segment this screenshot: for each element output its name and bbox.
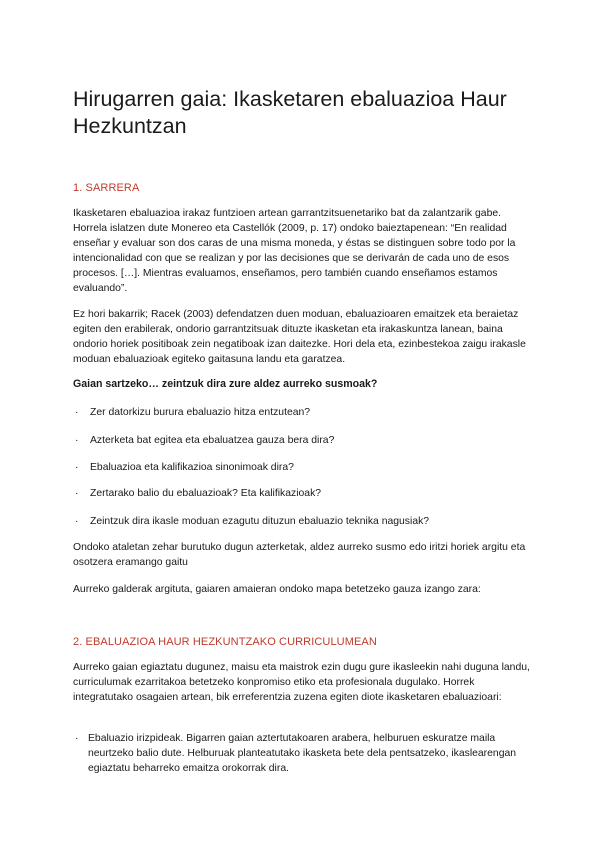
curriculum-paragraph: Aurreko gaian egiaztatu dugunez, maisu eta maistrok ezin dugu gure ikasleekin nahi duguna landu, curriculumak ezarritakoa betetzeko konpromiso etiko eta profesionala dugulako. Horrek integratutako osagaien artean, bik erreferentzia zuzena egiten diote ikasketaren ebaluazioari:: [73, 662, 530, 703]
bullet-symbol: ·: [75, 407, 79, 418]
list-item-text: Zeintzuk dira ikasle moduan ezagutu dituzun ebaluazio teknika nagusiak?: [90, 516, 430, 527]
section-heading-curriculum: 2. EBALUAZIOA HAUR HEZKUNTZAKO CURRICULUMEAN: [73, 636, 377, 648]
bullet-symbol: ·: [75, 488, 79, 499]
intro-paragraph: Ikasketaren ebaluazioa irakaz funtzioen artean garrantzitsuenetariko bat da zalantzarik gabe. Horrela islatzen dute Monereo eta Castellók (2009, p. 17) ondoko baieztapenean: “En realidad enseñar y evaluar son dos caras de una misma moneda, y éstas se distinguen sobre todo por la intencionalidad con que se realizan y por las decisiones que se derivarán de cada uno de esos procesos. […]. Mientras evaluamos, enseñamos, pero también cuando enseñamos estamos evaluando”.: [73, 208, 516, 294]
bullet-symbol: ·: [75, 462, 79, 473]
list-item-text: Zer datorkizu burura ebaluazio hitza entzutean?: [90, 407, 311, 418]
followup-paragraph: Ondoko ataletan zehar burutuko dugun azterketak, aldez aurreko susmo edo iritzi horiek argitu eta osotzera eramango gaitu: [73, 542, 526, 568]
list-item-text: Azterketa bat egitea eta ebaluatzea gauza bera dira?: [90, 435, 335, 446]
bullet-symbol: ·: [75, 516, 79, 527]
map-intro-paragraph: Aurreko galderak argituta, gaiaren amaieran ondoko mapa betetzeko gauza izango zara:: [73, 584, 481, 595]
list-item-text: Ebaluazioa eta kalifikazioa sinonimoak dira?: [90, 462, 294, 473]
racek-paragraph: Ez hori bakarrik; Racek (2003) defendatzen duen moduan, ebaluazioaren emaitzek eta beraietaz egiten den erabilerak, ondorio garrantzitsuak dituzte ikasketan eta irakaskuntza lanean, baina ondorio horiek positiboak zein negatiboak izan daitezke. Hori dela eta, ezinbestekoa zaigu irakasle moduan ebaluazioak egiteko gaitasuna landu eta garatzea.: [73, 309, 526, 365]
section-heading-sarrera: 1. SARRERA: [73, 182, 140, 194]
list-item-text: Zertarako balio du ebaluazioak? Eta kalifikazioak?: [90, 488, 322, 499]
question-heading: Gaian sartzeko… zeintzuk dira zure aldez aurreko susmoak?: [73, 378, 378, 390]
list-item-text: Ebaluazio irizpideak. Bigarren gaian aztertutakoaren arabera, helburuen eskuratze maila neurtzeko balio dute. Helburuak planteatutako ikasketa bete dela pentsatzeko, ikaslearengan egiaztatu beharreko emaitza orokorrak dira.: [88, 733, 517, 774]
bullet-symbol: ·: [75, 435, 79, 446]
bullet-symbol: ·: [75, 733, 79, 744]
page-title: Hirugarren gaia: Ikasketaren ebaluazioa Haur Hezkuntzan: [73, 87, 507, 138]
